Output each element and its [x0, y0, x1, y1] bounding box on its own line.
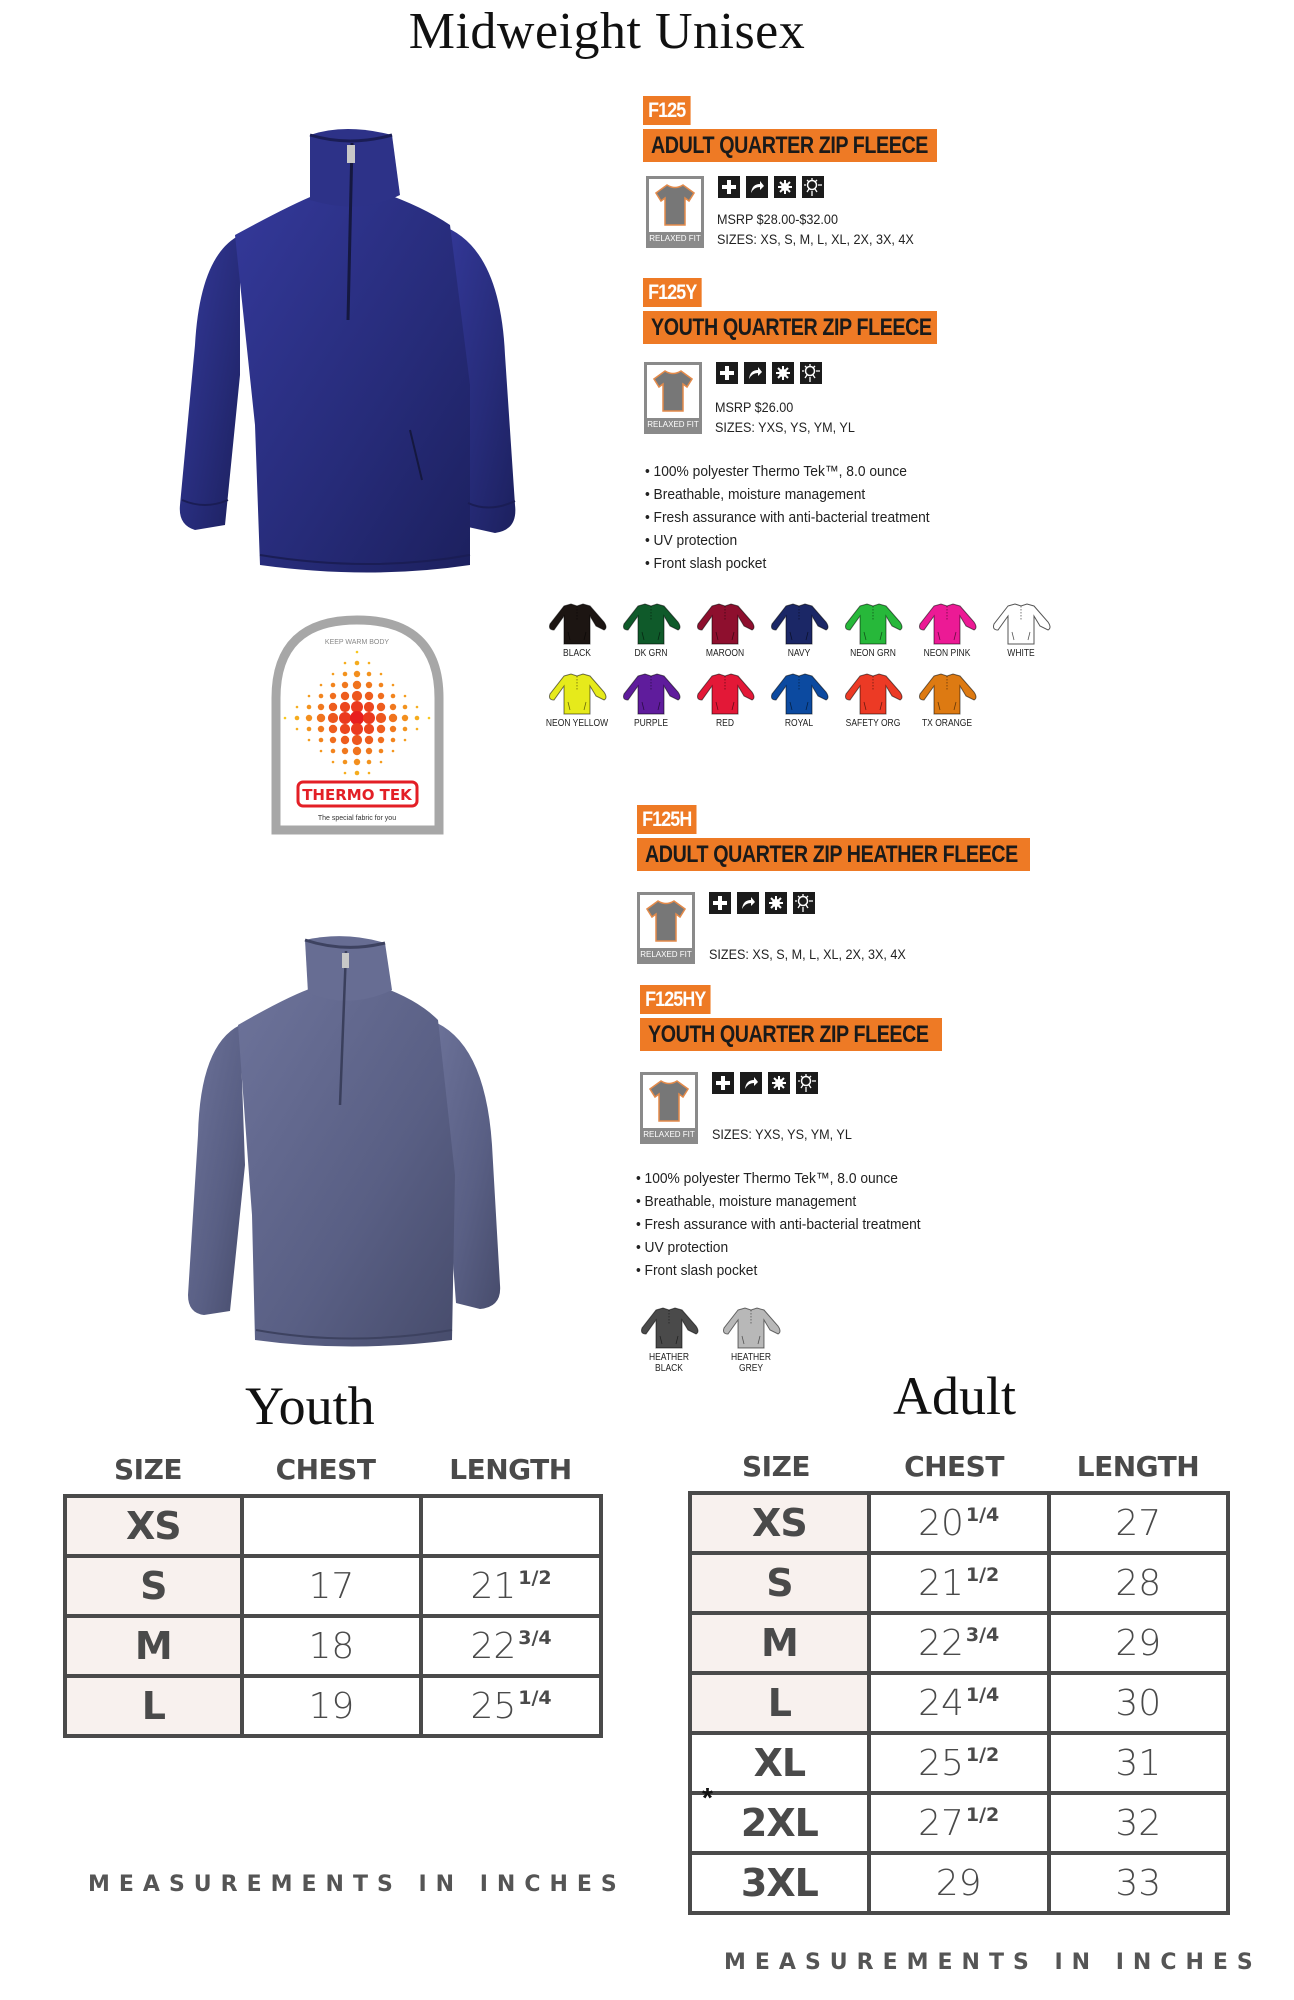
- chest-fraction: 1/4: [965, 1503, 1000, 1526]
- badge-dot: [378, 737, 384, 743]
- chest-value: 17: [308, 1565, 355, 1607]
- color-swatch-red: [688, 672, 762, 729]
- heather-fleece-image: [180, 935, 510, 1360]
- feature-item: • Breathable, moisture management: [645, 483, 930, 506]
- feature-item: • Breathable, moisture management: [636, 1190, 921, 1213]
- badge-dot: [330, 737, 336, 743]
- color-swatch-neon-grn: [836, 602, 910, 659]
- length-cell: [421, 1616, 601, 1676]
- tshirt-icon: [646, 899, 686, 943]
- relaxed-fit-icon: [640, 1072, 698, 1144]
- badge-dot: [389, 714, 397, 722]
- sun-icon: [800, 362, 822, 384]
- color-swatch-royal: [762, 672, 836, 729]
- fit-label: RELAXED FIT: [640, 950, 692, 959]
- fleece-swatch-icon: [840, 602, 906, 646]
- feature-icons: [718, 176, 824, 198]
- chest-fraction: 3/4: [965, 1623, 1000, 1646]
- badge-dot: [404, 739, 407, 742]
- chest-value: 20: [918, 1502, 964, 1544]
- tshirt-icon: [655, 183, 695, 227]
- navy-fleece-image: [170, 125, 530, 590]
- chest-cell: [242, 1616, 421, 1676]
- plus-icon: [716, 362, 738, 384]
- heather-swatches: [628, 1306, 792, 1374]
- size-cell: M: [65, 1616, 242, 1676]
- column-header-size: SIZE: [113, 1453, 182, 1486]
- badge-dot: [354, 759, 360, 765]
- msrp-text: MSRP $28.00-$32.00: [717, 211, 838, 227]
- badge-dot: [415, 716, 420, 721]
- badge-dot: [403, 705, 408, 710]
- badge-dot: [364, 724, 374, 734]
- badge-dot: [402, 715, 408, 721]
- badge-dot: [339, 712, 351, 724]
- chest-cell: [242, 1496, 421, 1556]
- youth-size-table: [63, 1494, 603, 1738]
- length-cell: [1049, 1493, 1228, 1553]
- badge-dot: [341, 736, 349, 744]
- swatch-label: NEON YELLOW: [545, 718, 609, 729]
- color-swatch-navy: [762, 602, 836, 659]
- badge-dot: [355, 771, 360, 776]
- color-swatches-row-1: [540, 602, 1058, 659]
- badge-dot: [392, 750, 395, 753]
- badge-dot: [319, 738, 324, 743]
- size-cell: XL: [690, 1733, 869, 1793]
- badge-dot: [307, 727, 312, 732]
- badge-dot: [332, 673, 335, 676]
- fit-label: RELAXED FIT: [649, 234, 701, 243]
- product-name-bar: [643, 129, 937, 162]
- badge-dot: [363, 712, 375, 724]
- badge-dot: [295, 716, 300, 721]
- table-row: [65, 1496, 601, 1556]
- badge-dot: [284, 717, 287, 720]
- feature-item: • Fresh assurance with anti-bacterial treatment: [636, 1213, 921, 1236]
- swatch-label: RED: [716, 718, 734, 729]
- badge-dot: [332, 761, 335, 764]
- swatch-label: HEATHER BLACK: [648, 1352, 689, 1374]
- asterisk-mark: *: [702, 1782, 713, 1813]
- badge-dot: [377, 703, 385, 711]
- badge-dot: [367, 672, 372, 677]
- badge-dot: [391, 738, 396, 743]
- curved-arrow-icon: [746, 176, 768, 198]
- chest-cell: [242, 1676, 421, 1736]
- fleece-swatch-icon: [766, 602, 832, 646]
- badge-dot: [354, 671, 360, 677]
- product-name-bar: [637, 838, 1030, 871]
- badge-dot: [353, 681, 361, 689]
- sizes-text: SIZES: XS, S, M, L, XL, 2X, 3X, 4X: [709, 946, 906, 962]
- badge-dot: [343, 760, 348, 765]
- badge-dot: [390, 726, 396, 732]
- size-cell: S: [65, 1556, 242, 1616]
- badge-dot: [368, 772, 371, 775]
- badge-dot: [367, 760, 372, 765]
- color-swatch-purple: [614, 672, 688, 729]
- badge-dot: [329, 725, 337, 733]
- curved-arrow-icon: [744, 362, 766, 384]
- color-swatch-black: [540, 602, 614, 659]
- badge-dot: [306, 715, 312, 721]
- length-fraction: 1/4: [518, 1686, 552, 1709]
- page-title: Midweight Unisex: [408, 3, 806, 60]
- fleece-swatch-icon: [766, 672, 832, 716]
- fleece-swatch-icon: [692, 672, 758, 716]
- swatch-label: NAVY: [787, 648, 811, 659]
- product-name: YOUTH QUARTER ZIP FLEECE: [648, 1021, 929, 1048]
- length-cell: [421, 1676, 601, 1736]
- badge-dot: [353, 747, 361, 755]
- badge-dot: [379, 749, 384, 754]
- badge-dot: [329, 703, 337, 711]
- product-code-tag: F125H: [637, 805, 697, 834]
- badge-dot: [341, 692, 349, 700]
- table-row: [690, 1553, 1228, 1613]
- color-swatch-dk-grn: [614, 602, 688, 659]
- badge-dot: [364, 702, 374, 712]
- swatch-label: NEON GRN: [850, 648, 896, 659]
- badge-dot: [340, 702, 350, 712]
- column-header-chest: CHEST: [904, 1450, 1004, 1483]
- snowflake-icon: [768, 1072, 790, 1094]
- table-row: [690, 1733, 1228, 1793]
- feature-icons: [716, 362, 822, 384]
- size-cell: 2XL: [690, 1793, 869, 1853]
- badge-dot: [340, 724, 350, 734]
- plus-icon: [709, 892, 731, 914]
- size-cell: 3XL: [690, 1853, 869, 1913]
- color-swatch-neon-pink: [910, 602, 984, 659]
- badge-dot: [317, 714, 325, 722]
- table-row: [65, 1616, 601, 1676]
- badge-dot: [344, 772, 347, 775]
- swatch-label: TX ORANGE: [921, 718, 973, 729]
- length-cell: [1049, 1853, 1228, 1913]
- badge-dot: [356, 651, 359, 654]
- badge-dot: [308, 695, 311, 698]
- swatch-label: SAFETY ORG: [845, 718, 901, 729]
- badge-tagline: The special fabric for you: [317, 815, 397, 822]
- adult-table-header: [690, 1450, 1230, 1483]
- length-cell: [1049, 1613, 1228, 1673]
- badge-dot: [351, 723, 363, 735]
- chest-fraction: 1/2: [965, 1803, 1000, 1826]
- badge-dot: [296, 728, 299, 731]
- product-code-tag: F125Y: [643, 278, 702, 307]
- chest-cell: [869, 1613, 1049, 1673]
- adult-table-title: Adult: [893, 1366, 1017, 1426]
- table-row: [690, 1613, 1228, 1673]
- badge-dot: [366, 748, 372, 754]
- thermo-tek-logo: [270, 614, 445, 836]
- length-fraction: 1/2: [518, 1566, 552, 1589]
- sizes-text: SIZES: YXS, YS, YM, YL: [715, 419, 855, 435]
- product-name-bar: [640, 1018, 942, 1051]
- size-cell: L: [65, 1676, 242, 1736]
- badge-dot: [318, 704, 324, 710]
- badge-dot: [308, 739, 311, 742]
- chest-cell: [869, 1673, 1049, 1733]
- chest-value: 29: [935, 1862, 982, 1904]
- chest-value: 24: [918, 1682, 964, 1724]
- swatch-label: MAROON: [705, 648, 745, 659]
- length-value: 32: [1115, 1802, 1162, 1844]
- badge-arc-text: KEEP WARM BODY: [324, 639, 390, 646]
- color-swatch-safety-org: [836, 672, 910, 729]
- length-cell: [1049, 1733, 1228, 1793]
- feature-item: • Front slash pocket: [645, 552, 930, 575]
- color-swatch-tx-orange: [910, 672, 984, 729]
- swatch-label: HEATHER GREY: [730, 1352, 771, 1374]
- chest-value: 22: [918, 1622, 964, 1664]
- youth-table-title: Youth: [245, 1376, 375, 1436]
- adult-measurement-note: MEASUREMENTS IN INCHES: [724, 1950, 1262, 1975]
- product-name: ADULT QUARTER ZIP FLEECE: [651, 132, 928, 159]
- column-header-chest: CHEST: [275, 1453, 376, 1486]
- thermo-tek-badge: [270, 614, 445, 841]
- size-cell: M: [690, 1613, 869, 1673]
- swatch-label: NEON PINK: [923, 648, 971, 659]
- fleece-swatch-icon: [718, 1306, 784, 1350]
- size-cell: S: [690, 1553, 869, 1613]
- badge-dot: [366, 682, 372, 688]
- fleece-swatch-icon: [618, 602, 684, 646]
- color-swatch-heather-black: [628, 1306, 710, 1374]
- table-row: [690, 1493, 1228, 1553]
- column-header-size: SIZE: [741, 1450, 810, 1483]
- fleece-swatch-icon: [544, 602, 610, 646]
- badge-dot: [307, 705, 312, 710]
- length-value: 30: [1115, 1682, 1162, 1724]
- chest-fraction: 1/2: [965, 1743, 1000, 1766]
- badge-dot: [320, 684, 323, 687]
- badge-dot: [330, 693, 336, 699]
- badge-dot: [319, 694, 324, 699]
- length-value: 22: [470, 1625, 517, 1667]
- chest-value: 27: [918, 1802, 964, 1844]
- badge-dot: [379, 683, 384, 688]
- snowflake-icon: [772, 362, 794, 384]
- chest-cell: [869, 1793, 1049, 1853]
- table-row: [65, 1556, 601, 1616]
- fleece-swatch-icon: [636, 1306, 702, 1350]
- table-row: [690, 1673, 1228, 1733]
- badge-dot: [352, 735, 362, 745]
- color-swatch-heather-grey: [710, 1306, 792, 1374]
- column-header-length: LENGTH: [449, 1453, 572, 1486]
- fleece-swatch-icon: [544, 672, 610, 716]
- feature-item: • 100% polyester Thermo Tek™, 8.0 ounce: [645, 460, 930, 483]
- badge-dot: [344, 662, 347, 665]
- badge-dot: [376, 713, 386, 723]
- relaxed-fit-icon: [644, 362, 702, 434]
- product-name: ADULT QUARTER ZIP HEATHER FLEECE: [645, 841, 1018, 868]
- fleece-swatch-icon: [988, 602, 1054, 646]
- feature-icons: [712, 1072, 818, 1094]
- fit-label: RELAXED FIT: [643, 1130, 695, 1139]
- sizes-text: SIZES: YXS, YS, YM, YL: [712, 1126, 852, 1142]
- length-cell: [421, 1556, 601, 1616]
- badge-dot: [428, 717, 431, 720]
- swatch-label: ROYAL: [784, 718, 814, 729]
- chest-fraction: 1/2: [965, 1563, 1000, 1586]
- feature-item: • UV protection: [645, 529, 930, 552]
- chest-value: 21: [918, 1562, 964, 1604]
- product-name: YOUTH QUARTER ZIP FLEECE: [651, 314, 932, 341]
- color-swatch-maroon: [688, 602, 762, 659]
- plus-icon: [718, 176, 740, 198]
- chest-cell: [869, 1853, 1049, 1913]
- curved-arrow-icon: [737, 892, 759, 914]
- color-swatch-white: [984, 602, 1058, 659]
- badge-dot: [342, 682, 348, 688]
- fleece-swatch-icon: [840, 672, 906, 716]
- badge-dot: [378, 693, 384, 699]
- badge-dot: [416, 728, 419, 731]
- length-value: 31: [1115, 1742, 1162, 1784]
- badge-brand: THERMO TEK: [302, 786, 412, 804]
- color-swatch-neon-yellow: [540, 672, 614, 729]
- plus-icon: [712, 1072, 734, 1094]
- sun-icon: [802, 176, 824, 198]
- length-value: 25: [470, 1685, 517, 1727]
- badge-dot: [380, 761, 383, 764]
- size-cell: XS: [65, 1496, 242, 1556]
- feature-item: • 100% polyester Thermo Tek™, 8.0 ounce: [636, 1167, 921, 1190]
- adult-size-table: [688, 1491, 1230, 1915]
- chest-cell: [869, 1493, 1049, 1553]
- badge-dot: [352, 691, 362, 701]
- badge-dot: [377, 725, 385, 733]
- length-value: 27: [1115, 1502, 1162, 1544]
- length-cell: [1049, 1553, 1228, 1613]
- chest-value: 18: [308, 1625, 355, 1667]
- youth-table-header: [63, 1453, 603, 1486]
- column-header-length: LENGTH: [1076, 1450, 1200, 1483]
- chest-cell: [869, 1733, 1049, 1793]
- feature-list: [636, 1167, 945, 1282]
- length-value: 21: [470, 1565, 517, 1607]
- fleece-swatch-icon: [914, 602, 980, 646]
- length-value: 33: [1115, 1862, 1162, 1904]
- sizes-text: SIZES: XS, S, M, L, XL, 2X, 3X, 4X: [717, 231, 914, 247]
- feature-icons: [709, 892, 815, 914]
- length-value: 28: [1115, 1562, 1162, 1604]
- sun-icon: [796, 1072, 818, 1094]
- badge-dot: [416, 706, 419, 709]
- size-cell: XS: [690, 1493, 869, 1553]
- youth-measurement-note: MEASUREMENTS IN INCHES: [88, 1872, 626, 1897]
- product-code-tag: F125: [643, 96, 690, 125]
- feature-item: • Front slash pocket: [636, 1259, 921, 1282]
- badge-dot: [365, 692, 373, 700]
- fleece-swatch-icon: [692, 602, 758, 646]
- chest-fraction: 1/4: [965, 1683, 1000, 1706]
- table-row: [690, 1853, 1228, 1913]
- badge-dot: [318, 726, 324, 732]
- relaxed-fit-icon: [637, 892, 695, 964]
- feature-list: [645, 460, 954, 575]
- badge-dot: [355, 661, 360, 666]
- length-fraction: 3/4: [518, 1626, 552, 1649]
- chest-cell: [869, 1553, 1049, 1613]
- badge-dot: [342, 748, 348, 754]
- length-cell: [1049, 1793, 1228, 1853]
- swatch-label: BLACK: [563, 648, 591, 659]
- fit-label: RELAXED FIT: [647, 420, 699, 429]
- feature-item: • UV protection: [636, 1236, 921, 1259]
- table-row: [65, 1676, 601, 1736]
- msrp-text: MSRP $26.00: [715, 399, 794, 415]
- badge-dot: [390, 704, 396, 710]
- fleece-swatch-icon: [914, 672, 980, 716]
- badge-dot: [320, 750, 323, 753]
- badge-dot: [365, 736, 373, 744]
- fleece-swatch-icon: [618, 672, 684, 716]
- relaxed-fit-icon: [646, 176, 704, 248]
- swatch-label: DK GRN: [634, 648, 668, 659]
- length-value: 29: [1115, 1622, 1162, 1664]
- badge-dot: [331, 683, 336, 688]
- snowflake-icon: [765, 892, 787, 914]
- table-row: [690, 1793, 1228, 1853]
- length-cell: [1049, 1673, 1228, 1733]
- sun-icon: [793, 892, 815, 914]
- badge-dot: [392, 684, 395, 687]
- swatch-label: WHITE: [1007, 648, 1035, 659]
- product-code-tag: F125HY: [640, 985, 711, 1014]
- badge-dot: [328, 713, 338, 723]
- size-cell: L: [690, 1673, 869, 1733]
- badge-dot: [380, 673, 383, 676]
- badge-dot: [296, 706, 299, 709]
- tshirt-icon: [653, 369, 693, 413]
- tshirt-icon: [649, 1079, 689, 1123]
- badge-dot: [350, 711, 364, 725]
- badge-dot: [368, 662, 371, 665]
- badge-dot: [403, 727, 408, 732]
- badge-dot: [343, 672, 348, 677]
- length-cell: [421, 1496, 601, 1556]
- feature-item: • Fresh assurance with anti-bacterial treatment: [645, 506, 930, 529]
- chest-cell: [242, 1556, 421, 1616]
- badge-dot: [404, 695, 407, 698]
- color-swatches-row-2: [540, 672, 984, 729]
- chest-value: 19: [308, 1685, 355, 1727]
- swatch-label: PURPLE: [633, 718, 668, 729]
- badge-dot: [391, 694, 396, 699]
- badge-dot: [331, 749, 336, 754]
- snowflake-icon: [774, 176, 796, 198]
- chest-value: 25: [918, 1742, 964, 1784]
- curved-arrow-icon: [740, 1072, 762, 1094]
- product-name-bar: [643, 311, 937, 344]
